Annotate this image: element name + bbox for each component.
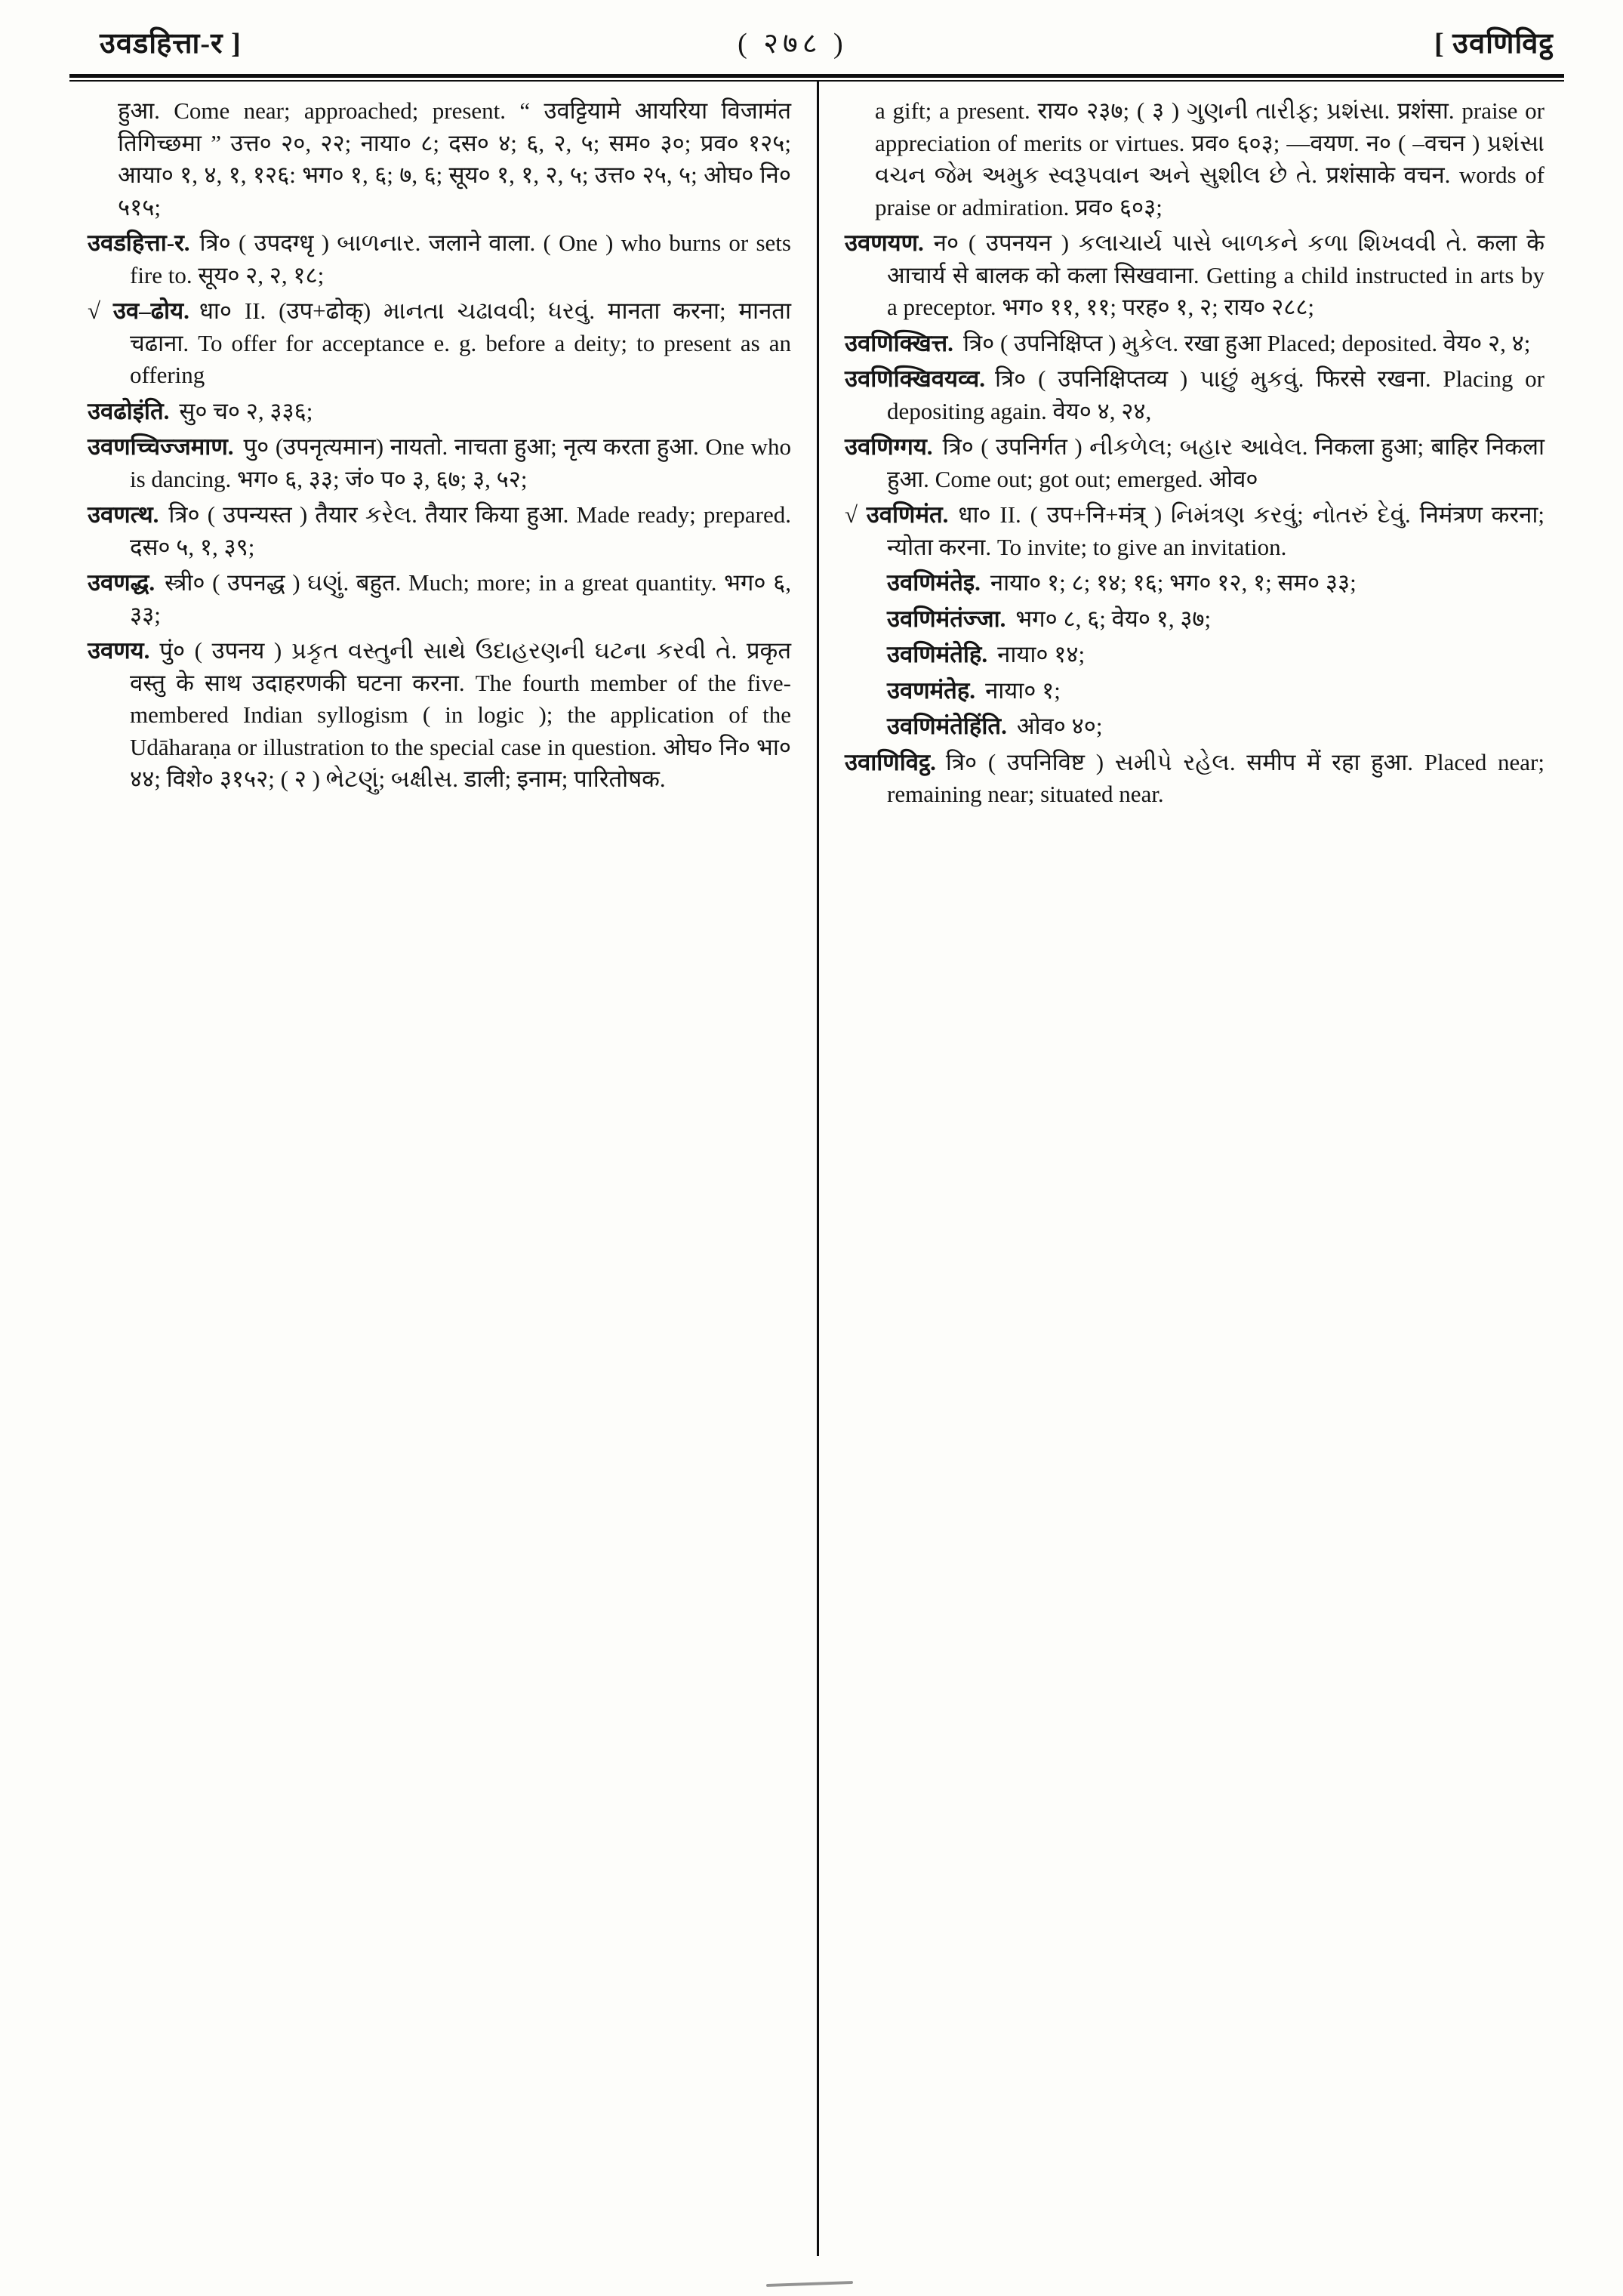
entry-headword: उवणच्चिज्जमाण. [88, 433, 234, 460]
entry-body: नाया० १; [985, 676, 1061, 704]
entry-headword: उवणिग्गय. [845, 433, 933, 460]
dictionary-entry [88, 295, 791, 392]
entry-body: ओव० ४०; [1016, 713, 1103, 739]
entry-body: त्रि० ( उपनिक्षिप्त ) મુકેલ. रखा हुआ Placed; deposited. वेय० २, ४; [962, 329, 1531, 356]
entry-headword: उवणयण. [845, 230, 924, 256]
reference-subentry [845, 710, 1544, 743]
page-number: ( २७८ ) [738, 28, 848, 60]
entry-body: त्रि० ( उपनिक्षिप्तव्य ) પાછું મુકવું. फिरसे रखना. Placing or depositing again. वेय० ४, २४, [887, 365, 1544, 424]
entry-headword: उवणिमंतंज्जा. [887, 605, 1006, 632]
dictionary-entry [845, 363, 1544, 427]
entry-body: पुं० ( उपनय ) પ્રકૃત વસ્તુની સાથે ઉદાહરણની ઘટના કરવી તે. प्रकृत वस्तु के साथ उदाहरणकी घटना करना. The fourth member of the five-membered Indian syllogism ( in logic ); the application of the Udāharaṇa or illustration to the special case in question. ओघ० नि० भा० ४४; विशे० ३१५२; ( २ ) ભેટણું; બક્ષીસ. डाली; इनाम; पारितोषक. [130, 637, 791, 792]
entry-headword: उवणय. [88, 637, 150, 664]
dictionary-entry [845, 431, 1544, 495]
dictionary-entry [88, 499, 791, 563]
entry-body: स्त्री० ( उपनद्ध ) ઘણું. बहुत. Much; more; in a great quantity. भग० ६, ३३; [130, 569, 791, 628]
entry-body: धा० II. ( उप+नि+मंत्र् ) નિમંત્રણ કરવું; નોતરું દેવું. निमंत्रण करना; न्योता करना. To invite; to give an invitation. [887, 501, 1544, 560]
page-header [69, 23, 1564, 62]
entry-headword: उवडहित्ता-र. [88, 230, 190, 256]
dictionary-entry [845, 499, 1544, 563]
entry-headword: उवणिक्खिवयव्व. [845, 365, 986, 392]
entry-body: त्रि० ( उपदग्धृ ) બાળનાર. जलाने वाला. ( One ) who burns or sets fire to. सूय० २, २, १८; [130, 230, 791, 288]
reference-subentry [845, 675, 1544, 707]
entry-headword: उवणिमंतेहिंति. [887, 713, 1007, 739]
dictionary-entry [88, 431, 791, 495]
reference-subentry [88, 396, 791, 428]
entry-body: नाया० १; ८; १४; १६; भग० १२, १; सम० ३३; [990, 569, 1357, 596]
entry-headword: उवणत्थ. [88, 501, 159, 528]
left-column [69, 82, 817, 2256]
entry-headword: √ उवणिमंत. [845, 501, 949, 528]
reference-subentry [845, 567, 1544, 599]
dictionary-entry [845, 227, 1544, 324]
reference-subentry [845, 639, 1544, 671]
entry-body: त्रि० ( उपनिर्गत ) નીકળેલ; બહાર આવેલ. निकला हुआ; बाहिर निकला हुआ. Come out; got out; emerged. ओव० [887, 433, 1544, 492]
entry-body: न० ( उपनयन ) કલાચાર્ય પાસે બાળકને કળા શિખવવી તે. कला के आचार्य से बालक को कला सिखवाना. Getting a child instructed in arts by a preceptor. भग० ११, ११; परह० १, २; राय० २८८; [887, 230, 1544, 320]
continuation-paragraph [845, 95, 1544, 223]
entry-body: नाया० १४; [997, 641, 1086, 667]
entry-body: सु० च० २, ३३६; [179, 397, 313, 424]
dictionary-entry [88, 227, 791, 291]
header-last-headword: [ उवणिविट्ठ [1434, 28, 1554, 60]
dictionary-entry [845, 747, 1544, 811]
entry-body: हुआ. Come near; approached; present. “ उवट्टियामे आयरिया विजामंत तिगिच्छमा ” उत्त० २०, २२; नाया० ८; दस० ४; ६, २, ५; सम० ३०; प्रव० १२५; आया० १, ४, १, १२६: भग० १, ६; ७, ६; सूय० १, १, २, ५; उत्त० २५, ५; ओघ० नि० ५१५; [118, 97, 791, 220]
entry-body: त्रि० ( उपनिविष्ट ) સમીપે રહેલ. समीप में रहा हुआ. Placed near; remaining near; situated near. [887, 748, 1544, 807]
entry-headword: √ उव–ढोय. [88, 297, 189, 324]
two-column-body [69, 82, 1564, 2256]
entry-headword: उवणिमंतेहि. [887, 641, 988, 667]
entry-body: भग० ८, ६; वेय० १, ३७; [1015, 605, 1212, 632]
dictionary-entry [845, 328, 1544, 360]
reference-subentry [845, 603, 1544, 636]
entry-headword: उवणद्ध. [88, 569, 156, 596]
entry-body: त्रि० ( उपन्यस्त ) तैयार કરેલ. तैयार किया हुआ. Made ready; prepared. दस० ५, १, ३९; [130, 501, 791, 560]
dictionary-entry [88, 567, 791, 631]
entry-headword: उवढोइंति. [88, 397, 170, 424]
entry-headword: उवणमंतेह. [887, 676, 976, 704]
entry-body: धा० II. (उप+ढोक्) માનતા ચઢાવવી; ધરવું. मानता करना; मानता चढाना. To offer for acceptance e. g. before a deity; to present as an offering [130, 297, 791, 388]
right-column [817, 82, 1564, 2256]
entry-headword: उवणिमंतेइ. [887, 569, 981, 596]
header-divider-rule [69, 74, 1564, 82]
entry-headword: उवणिक्खित्त. [845, 329, 953, 356]
entry-body: पु० (उपनृत्यमान) नायतो. नाचता हुआ; नृत्य करता हुआ. One who is dancing. भग० ६, ३३; जं० प० ३, ६७; ३, ५२; [130, 433, 791, 492]
entry-body: a gift; a present. राय० २३७; ( ३ ) ગુણની તારીફ; પ્રશંસા. प्रशंसा. praise or appreciation of merits or virtues. प्रव० ६०३; —वयण. न० ( –वचन ) પ્રશંસા વચન જેમ અમુક સ્વરૂપવાન અને સુશીલ છે તે. प्रशंसाके वचन. words of praise or admiration. प्रव० ६०३; [875, 97, 1544, 220]
dictionary-entry [88, 635, 791, 796]
continuation-paragraph [88, 95, 791, 223]
header-first-headword: उवडहित्ता-र ] [100, 28, 242, 60]
entry-headword: उवाणिविट्ठ. [845, 748, 936, 775]
